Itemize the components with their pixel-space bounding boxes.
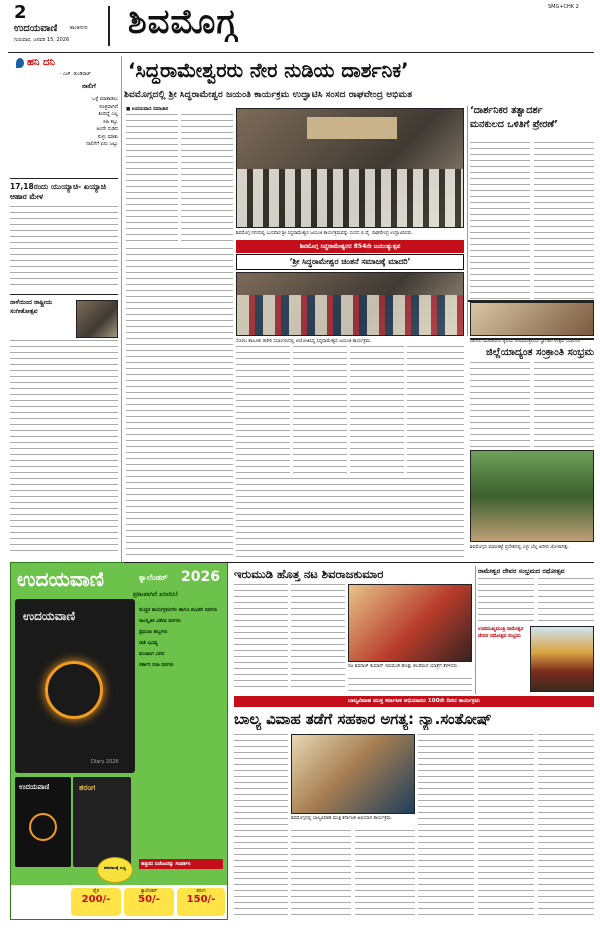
ad-diary-label: Diary 2026	[91, 759, 119, 765]
sub-story-strap: ಶಿವಮೊಗ್ಗ ಸಿದ್ಧರಾಮೇಶ್ವರರ 854ನೇ ಜಯಂತ್ಯುತ್ಸವ	[299, 243, 401, 250]
bottom-story-headline: ಬಾಲ್ಯ ವಿವಾಹ ತಡೆಗೆ ಸಹಕಾರ ಅಗತ್ಯ: ನ್ಯಾ.ಸಂತೋಷ್	[234, 711, 492, 728]
sub-story-photo-caption: ಸೊರಬ ತಾಲೂಕು ಕಚೇರಿ ಸಭಾಂಗಣದಲ್ಲಿ ಆಯೋಜಿಸಿದ್ದ ಸಿದ್ಧರಾಮೇಶ್ವರ ಜಯಂತಿ ಕಾರ್ಯಕ್ರಮ.	[236, 339, 372, 344]
date-line: ಗುರುವಾರ, ಜನವರಿ 15, 2026	[14, 37, 70, 43]
hanidani-box	[10, 56, 118, 176]
edition-tag: ಶಾಂತಿನಗರ	[70, 25, 88, 31]
poem-line: ಸುಳ್ಳು ಮಾತು	[97, 134, 118, 140]
poem-line: ತಿಂದಿದ್ದೆ ಎಲ್ಲ	[98, 112, 118, 117]
sub-story-headline-box	[236, 254, 464, 270]
bottom-story-column-3	[291, 830, 351, 920]
ad-price-item	[71, 888, 121, 916]
eclipse-ring-icon	[29, 813, 57, 841]
lead-column-3	[126, 248, 233, 450]
right-top-headline-line2: ಮನಕುಲದ ಒಳಿತಿಗೆ ಪ್ರೇರಣೆ’	[470, 119, 558, 130]
poem-line: ಸಿಹಿ ಕಬ್ಬು	[103, 119, 118, 125]
lead-column-4	[126, 452, 233, 560]
ad-mini-diary	[15, 777, 71, 867]
ad-feature-item: ಸರ್ಕಾರಿ ರಜಾ ದಿನಗಳು	[139, 663, 174, 668]
eclipse-ring-icon	[45, 661, 103, 719]
ad-year: 2026	[181, 569, 220, 585]
sub-story-column-4	[407, 346, 464, 474]
bottom-story-column-6	[478, 734, 534, 920]
bottom-story-photo	[291, 734, 415, 814]
price-value: 150/-	[186, 894, 216, 905]
masthead	[0, 0, 600, 52]
poem-line: ನಾಲಿಗೆಗೆ ಏನು ಜಬ್ಬು	[86, 142, 118, 147]
ad-brand: ಉದಯವಾಣಿ	[17, 567, 104, 591]
ad-price-item	[124, 888, 174, 916]
masthead-underline	[8, 52, 594, 53]
ad-feature-item: ಸಾಂಸ್ಕೃತಿಕ ವಿಶೇಷ ದಿನಗಳು	[139, 619, 181, 624]
bottom-story-photo-caption: ಶಿವಮೊಗ್ಗದಲ್ಲಿ ಬಾಲ್ಯವಿವಾಹ ಮುಕ್ತ ಕರ್ನಾಟಕ ಅಭಿಯಾನ ಕಾರ್ಯಕ್ರಮ.	[291, 816, 393, 821]
sub-story-column-5	[236, 478, 464, 560]
lower-story-2-inset: ಉಪಮುಖ್ಯಮಂತ್ರಿ ರಾಮೇಶ್ವರ ದೇವರ ರಥೋತ್ಸವ ಸಂಭ್ರಮ	[478, 627, 524, 639]
sub-story-strap-box	[236, 240, 464, 253]
right-mid-headline: ಜಿಲ್ಲೆಯಾದ್ಯಂತ ಸಂಕ್ರಾಂತಿ ಸಂಭ್ರಮ	[485, 347, 594, 358]
right-mid-photo-strip	[470, 302, 594, 336]
left-story-2-photo	[76, 300, 118, 338]
column-divider	[475, 566, 476, 694]
ad-tharanga-book	[73, 777, 131, 867]
lead-column-1	[126, 114, 178, 244]
lead-headline: ‘ಸಿದ್ಧರಾಮೇಶ್ವರರು ನೇರ ನುಡಿಯ ದಾರ್ಶನಿಕ’	[128, 59, 409, 82]
bottom-strap-box	[234, 696, 594, 707]
bottom-story-column-1	[234, 734, 288, 920]
section-title: ಶಿವಮೊಗ್ಗ	[128, 2, 238, 42]
right-mid-column-2	[534, 362, 594, 448]
chariot-photo	[530, 626, 594, 692]
masthead-rule	[108, 6, 110, 46]
ad-box	[10, 562, 228, 920]
price-label: ಕ್ಯಾಲೆಂಡರ್	[140, 889, 158, 894]
ad-price-item	[177, 888, 225, 916]
ad-tharanga: ತರಂಗ	[79, 783, 96, 792]
crowd-in-photo	[237, 169, 464, 228]
lower-story-2-column-1	[478, 578, 534, 624]
lower-story-1-headline: ಇರುಮುಡಿ ಹೊತ್ತ ನಟ ಶಿವರಾಜಕುಮಾರ	[234, 567, 384, 581]
bottom-story-column-5	[418, 734, 474, 920]
market-photo	[470, 450, 594, 542]
banner-in-photo	[307, 117, 397, 139]
sub-story-column-2	[293, 346, 347, 474]
sub-story-photo	[236, 272, 464, 336]
left-story-2	[10, 298, 118, 560]
ad-subtitle: ಪ್ರಕಟವಾಗಿದೆ ಖರೀದಿಸಿ!	[133, 591, 179, 598]
poem-line: ಒಳ್ಳೆ ಮಾತಾಡಲು	[91, 97, 118, 102]
right-mid-column-1	[470, 362, 530, 448]
ad-price-strip	[11, 885, 227, 919]
lower-story-1-column-2	[291, 584, 345, 692]
sub-story-column-1	[236, 346, 290, 474]
right-top-headline-box	[470, 104, 594, 140]
left-story-1-headline: 17,18ರಂದು ಯುಯ್ಯಾಚಿ- ಖಯ್ಯಾಚಿ ಆಹಾರ ಮೇಳ	[10, 182, 106, 201]
left-story-1	[10, 182, 118, 292]
lead-photo	[236, 108, 464, 228]
lower-story-2-column-2	[538, 578, 594, 624]
ad-mini-brand: ಉದಯವಾಣಿ	[19, 783, 50, 791]
lower-story-1-column-1	[234, 584, 288, 692]
ad-diary-brand: ಉದಯವಾಣಿ	[23, 609, 76, 623]
lead-dateline: ■ ಉದಯವಾಣಿ ಸಮಾಚಾರ	[126, 107, 169, 112]
market-photo-caption: ಶಿವಮೊಗ್ಗದ ಮಾರುಕಟ್ಟೆ ಪ್ರದೇಶದಲ್ಲಿ ಎಳ್ಳು ಬೆಲ್ಲ ಖರೀದಿ ಜೋರಾಗಿತ್ತು.	[470, 545, 570, 550]
right-top-headline-line1: ‘ದಾರ್ಶನಿಕರ ತತ್ವಾದರ್ಶ	[470, 105, 543, 116]
price-label: ಡೈರಿ	[92, 889, 100, 894]
right-mid-photo-caption: ಸಾಗರದ ಮೂಡಿಬನದ ಕೃಪೆಯ ಉಪಮಂತ್ರಿಣಿಯ ಸ್ವಾಗತದ ಉತ್ಸವ ಸಭಾಂಗಣ	[470, 339, 581, 344]
hanidani-logo: ಹನಿ ದನಿ	[27, 57, 55, 68]
lead-column-2	[181, 114, 233, 244]
hanidani-title: ನಾಲಿಗೆ	[82, 82, 96, 90]
poem-line: ಅಂದೇ ನುಡಿದ	[96, 127, 118, 132]
paper-name: ಉದಯವಾಣಿ	[14, 23, 58, 34]
ad-feature-item: ಪಂಚಾಂಗ ವಿವರ	[139, 652, 165, 657]
lower-story-2-headline: ರಾಮೇಶ್ವರ ದೇವರ ಸಂಭ್ರಮದ ರಥೋತ್ಸವ	[478, 567, 565, 575]
ad-feature-item: ಪ್ರಮುಖ ಹಬ್ಬಗಳು	[139, 630, 168, 635]
poem-line: ಸೂಕ್ತವಾಗಿದೆ	[99, 104, 118, 110]
lower-story-1-photo	[348, 584, 472, 662]
divider	[10, 178, 118, 179]
left-story-1-body	[10, 206, 118, 290]
left-story-2-headline: ನಾಳೆಯಿಂದ ರಾಷ್ಟ್ರೀಯ ಸಂಗೀತೋತ್ಸವ	[10, 299, 53, 315]
ad-feature-item: ಮೆಚ್ಚಿನ ಕಾರ್ಯಕ್ರಮಗಳು ಹಾಗೂ ಶುಭಕರ ದಿನಗಳು	[139, 608, 218, 613]
hanidani-author: - ಎಚ್. ಡುಂಡಿರಾಜ್	[60, 72, 91, 77]
price-value: 200/-	[81, 894, 111, 905]
ad-feature-item: ರಾಶಿ ಭವಿಷ್ಯ	[139, 641, 158, 646]
price-label: ತರಂಗ	[196, 889, 206, 894]
ad-badge-text: ಮಾರಾಟಕ್ಕೆ ಲಭ್ಯ	[104, 865, 126, 870]
lower-story-1-column-3	[348, 678, 472, 692]
lead-subheadline: ಶಿವಮೊಗ್ಗದಲ್ಲಿ ಶ್ರೀ ಸಿದ್ಧರಾಮೇಶ್ವರ ಜಯಂತಿ ಕಾರ್ಯಕ್ರಮ ಉದ್ಘಾಟಿಸಿ ಸಂಸದ ರಾಘವೇಂದ್ರ ಅಭಿಮತ	[124, 89, 413, 100]
hanidani-poem	[68, 96, 118, 149]
sub-story-headline: ‘ಶ್ರೀ ಸಿದ್ಧರಾಮೇಶ್ವರ ಚಿಂತನೆ ಸಮಾಜಕ್ಕೆ ಮಾದರಿ’	[289, 257, 411, 266]
bottom-story-column-4	[355, 830, 415, 920]
ad-features	[139, 607, 223, 673]
bottom-story-column-7	[538, 734, 594, 920]
ad-footer-note: ಹತ್ತಿರದ ಏಜೆಂಟರನ್ನು ಸಂಪರ್ಕಿಸಿ	[139, 859, 223, 869]
people-in-photo	[237, 295, 464, 336]
ad-diary-cover	[15, 599, 135, 773]
lead-photo-caption: ಶಿವಮೊಗ್ಗ ನಗರದಲ್ಲಿ ಬುಧವಾರ ಶ್ರೀ ಸಿದ್ಧರಾಮೇಶ್ವರ ಜಯಂತಿ ಕಾರ್ಯಕ್ರಮವನ್ನು ಸಂಸದ ಬಿ.ವೈ. ರಾಘವೇಂದ್ರ ಉದ್ಘಾಟಿಸಿದರು.	[236, 231, 414, 236]
column-divider	[121, 56, 122, 562]
lower-story-1-photo-caption: ನಟ ಶಿವರಾಜ್ ಕುಮಾರ್ ಇರುಮುಡಿ ಹೊತ್ತು ಶಬರಿಮಲೆ ಯಾತ್ರೆಗೆ ತೆರಳಿದರು.	[348, 664, 459, 669]
divider	[10, 294, 118, 295]
sub-story-column-3	[350, 346, 404, 474]
hanidani-logo-icon	[16, 58, 24, 68]
ad-badge	[97, 857, 133, 883]
section-rule	[124, 562, 594, 563]
ad-tag: ಕ್ಯಾಲೆಂಡರ್	[139, 573, 168, 582]
page-code: SMG+CHK 2	[548, 4, 579, 10]
price-value: 50/-	[138, 894, 160, 905]
page-number: 2	[14, 2, 27, 23]
left-story-2-body	[10, 340, 118, 556]
bottom-story-strap: ಬಾಲ್ಯವಿವಾಹ ಮುಕ್ತ ಕರ್ನಾಟಕ ಅಭಿಯಾನದ 100ನೇ ದಿನದ ಕಾರ್ಯಕ್ರಮ	[347, 698, 481, 704]
